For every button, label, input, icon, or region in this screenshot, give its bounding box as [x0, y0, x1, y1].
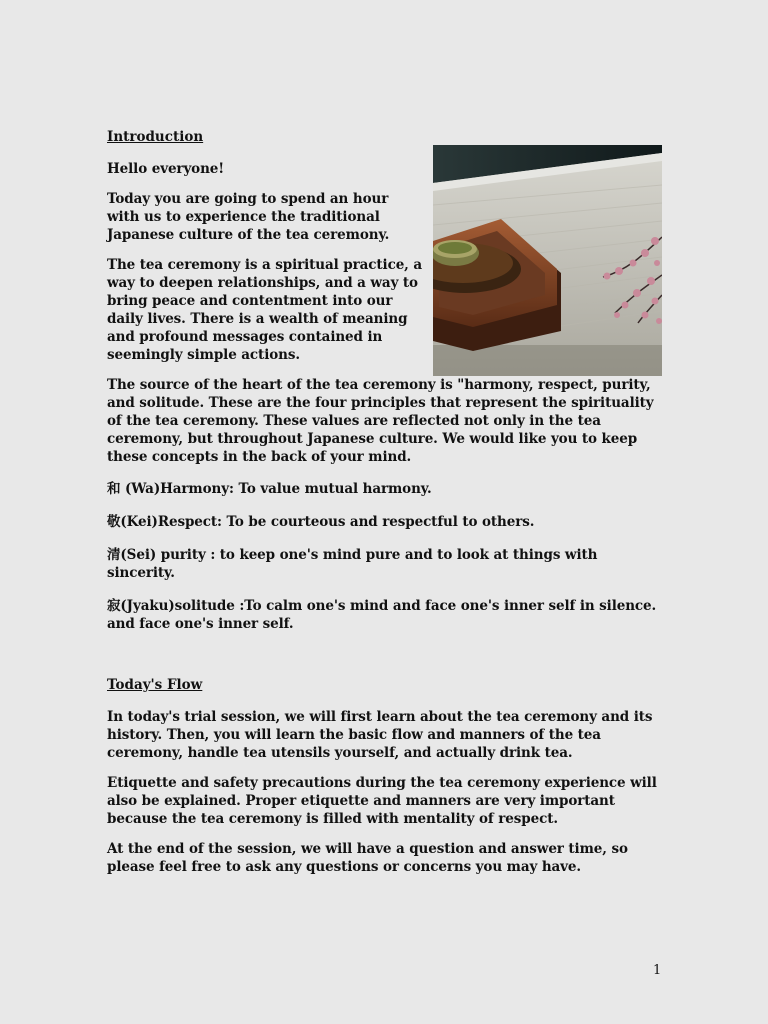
document-page — [107, 128, 665, 888]
tea-ceremony-photo — [433, 145, 662, 376]
intro-text-column — [107, 160, 423, 376]
page-number: 1 — [653, 963, 662, 978]
intro-paragraph-2: The tea ceremony is a spiritual practice, a way to deepen relationships, and a way to bring peace and contentment into our daily lives. There is a wealth of meaning and profound messages contained in seemingly simple actions. — [107, 257, 423, 363]
intro-paragraph-1: Today you are going to spend an hour with us to experience the traditional Japanese culture of the tea ceremony. — [107, 191, 390, 243]
principle-solitude: 寂(Jyaku)solitude :To calm one's mind and face one's inner self in silence. and face one's inner self. — [107, 598, 657, 632]
flow-paragraph-3: At the end of the session, we will have a question and answer time, so please feel free to ask any questions or concerns you may have. — [107, 841, 628, 875]
principle-purity: 清(Sei) purity : to keep one's mind pure and to look at things with sincerity. — [107, 547, 598, 581]
flow-paragraph-2: Etiquette and safety precautions during the tea ceremony experience will also be explained. Proper etiquette and manners are very important because the tea ceremony is filled with mentality of respect. — [107, 775, 657, 827]
greeting-text: Hello everyone! — [107, 161, 225, 177]
section-spacer — [107, 648, 665, 676]
flow-paragraph-1: In today's trial session, we will first learn about the tea ceremony and its history. Then, you will learn the basic flow and manners of the tea ceremony, handle tea utensils yourself, and actually drink tea. — [107, 709, 653, 761]
intro-paragraph-3: The source of the heart of the tea ceremony is "harmony, respect, purity, and solitude. These are the four principles that represent the spirituality of the tea ceremony. These values are reflected not only in the tea ceremony, but throughout Japanese culture. We would like you to keep these concepts in the back of your mind. — [107, 377, 654, 465]
principle-harmony: 和 (Wa)Harmony: To value mutual harmony. — [107, 481, 432, 497]
section-heading-todays-flow: Today's Flow — [107, 677, 203, 693]
principle-respect: 敬(Kei)Respect: To be courteous and respectful to others. — [107, 514, 535, 530]
section-heading-introduction: Introduction — [107, 129, 204, 145]
